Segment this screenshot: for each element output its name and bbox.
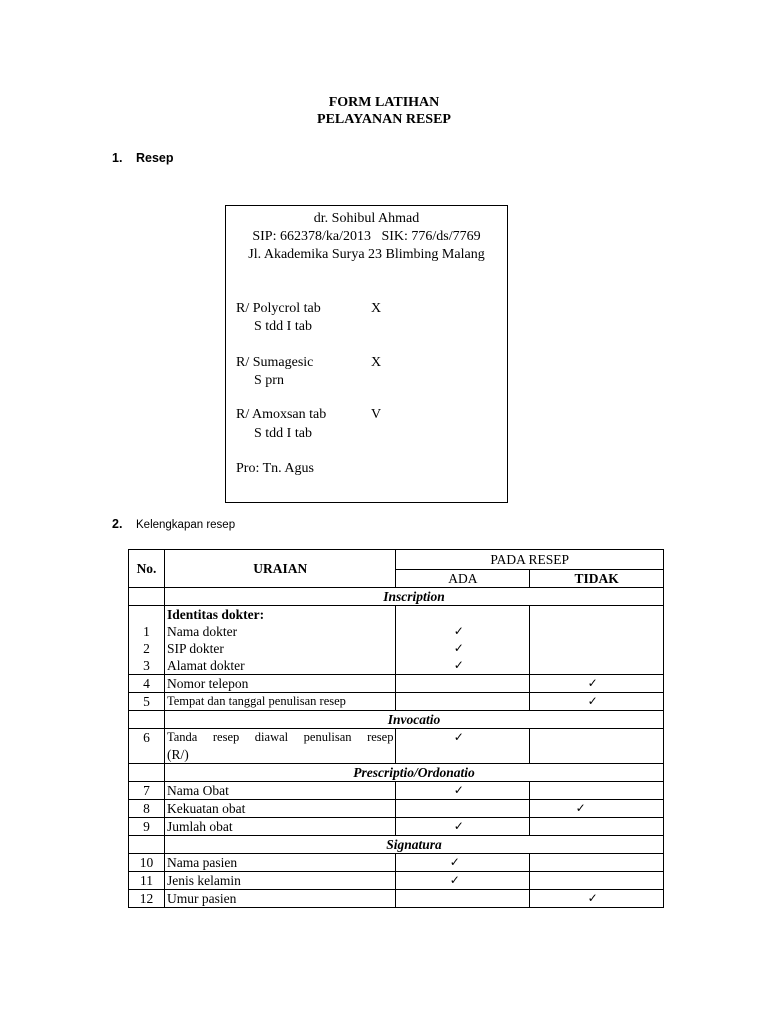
rx-item-1-drug: R/ Polycrol tab [236, 301, 321, 316]
form-subtitle: PELAYANAN RESEP [317, 112, 451, 127]
section-1-number: 1. [112, 151, 123, 165]
tidak-cell [530, 890, 664, 908]
row-label-6 [165, 729, 396, 764]
header-uraian: URAIAN [165, 550, 396, 588]
doctor-address: Jl. Akademika Surya 23 Blimbing Malang [248, 247, 485, 262]
row-number: 11 [129, 872, 165, 890]
row-label: Nama Obat [165, 782, 396, 800]
table-row [129, 854, 664, 872]
row-label: Tempat dan tanggal penulisan resep [165, 693, 396, 711]
table-row [129, 872, 664, 890]
prescription-box [225, 205, 508, 503]
ada-cell [396, 675, 530, 693]
category-inscription: Inscription [165, 588, 664, 606]
row-number-1-3 [129, 606, 165, 675]
table-row [129, 675, 664, 693]
row-number: 8 [129, 800, 165, 818]
check-icon: ✓ [453, 641, 464, 655]
ada-cell [396, 890, 530, 908]
row-label-identitas [165, 606, 396, 675]
rx-item-2-drug: R/ Sumagesic [236, 355, 314, 370]
table-row [129, 693, 664, 711]
row-number: 3 [143, 658, 150, 673]
header-no: No. [129, 550, 165, 588]
completeness-table [128, 549, 664, 908]
identitas-dokter-label: Identitas dokter: [167, 607, 265, 622]
row-label: SIP dokter [167, 641, 224, 656]
row-label: Nama pasien [165, 854, 396, 872]
section-2-label: Kelengkapan resep [136, 519, 236, 531]
row-label: Umur pasien [165, 890, 396, 908]
rx-item-1-mark: X [371, 301, 382, 316]
tidak-cell [530, 854, 664, 872]
table-row [129, 606, 664, 675]
check-icon: ✓ [453, 783, 464, 797]
check-icon: ✓ [453, 658, 464, 672]
rx-item-3-rule: S tdd I tab [254, 426, 312, 441]
row-number: 7 [129, 782, 165, 800]
row-number: 1 [143, 624, 150, 639]
tidak-cell [530, 782, 664, 800]
category-prescriptio: Prescriptio/Ordonatio [165, 764, 664, 782]
rx-item-1-rule: S tdd I tab [254, 319, 312, 334]
ada-cell [396, 693, 530, 711]
check-icon: ✓ [449, 855, 460, 869]
check-icon: ✓ [453, 819, 464, 833]
table-row [129, 890, 664, 908]
row-number: 5 [129, 693, 165, 711]
tidak-cell [530, 818, 664, 836]
header-ada: ADA [396, 570, 530, 588]
tidak-cell [530, 693, 664, 711]
ada-cell [396, 872, 530, 890]
rx-item-2-mark: X [371, 355, 382, 370]
row-label: Jumlah obat [165, 818, 396, 836]
section-2-number: 2. [112, 517, 123, 531]
check-icon: ✓ [453, 624, 464, 638]
rx-item-3-drug: R/ Amoxsan tab [236, 407, 327, 422]
table-row [129, 729, 664, 764]
table-cell-empty [129, 588, 165, 606]
ada-cell [396, 854, 530, 872]
ada-cell [396, 818, 530, 836]
ada-cell [396, 729, 530, 764]
tidak-cell [530, 606, 664, 675]
section-1-label: Resep [136, 151, 174, 165]
category-signatura: Signatura [165, 836, 664, 854]
table-cell-empty [129, 836, 165, 854]
check-icon: ✓ [449, 873, 460, 887]
row-label: Kekuatan obat [165, 800, 396, 818]
header-pada-resep: PADA RESEP [396, 550, 664, 570]
table-cell-empty [129, 711, 165, 729]
section-2-heading [112, 517, 235, 531]
row-label: Jenis kelamin [165, 872, 396, 890]
table-row [129, 800, 664, 818]
tidak-cell [530, 729, 664, 764]
row-number: 6 [129, 729, 165, 764]
rx-item-2-rule: S prn [254, 373, 284, 388]
check-icon: ✓ [587, 694, 598, 708]
row-number: 9 [129, 818, 165, 836]
header-tidak: TIDAK [530, 570, 664, 588]
row-number: 10 [129, 854, 165, 872]
row-label: Nomor telepon [165, 675, 396, 693]
ada-cell [396, 606, 530, 675]
rx-patient: Pro: Tn. Agus [236, 461, 314, 476]
table-row [129, 782, 664, 800]
row-number: 12 [129, 890, 165, 908]
row-number: 2 [143, 641, 150, 656]
row-number: 4 [129, 675, 165, 693]
row-label: Alamat dokter [167, 658, 245, 673]
form-title: FORM LATIHAN [328, 95, 440, 110]
check-icon: ✓ [587, 891, 598, 905]
row-label-continued: (R/) [167, 747, 189, 762]
table-row [129, 818, 664, 836]
ada-cell [396, 782, 530, 800]
check-icon: ✓ [453, 730, 464, 744]
rx-item-3-mark: V [371, 407, 382, 422]
check-icon: ✓ [575, 801, 586, 815]
row-label: Tanda resep diawal penulisan resep [167, 730, 394, 744]
table-cell-empty [129, 764, 165, 782]
tidak-cell [530, 675, 664, 693]
doctor-sip-sik: SIP: 662378/ka/2013 SIK: 776/ds/7769 [252, 229, 481, 244]
section-1-heading [112, 151, 174, 165]
tidak-cell [530, 872, 664, 890]
row-label: Nama dokter [167, 624, 238, 639]
ada-cell [396, 800, 530, 818]
tidak-cell [530, 800, 664, 818]
category-invocatio: Invocatio [165, 711, 664, 729]
doctor-name: dr. Sohibul Ahmad [313, 211, 420, 226]
check-icon: ✓ [587, 676, 598, 690]
